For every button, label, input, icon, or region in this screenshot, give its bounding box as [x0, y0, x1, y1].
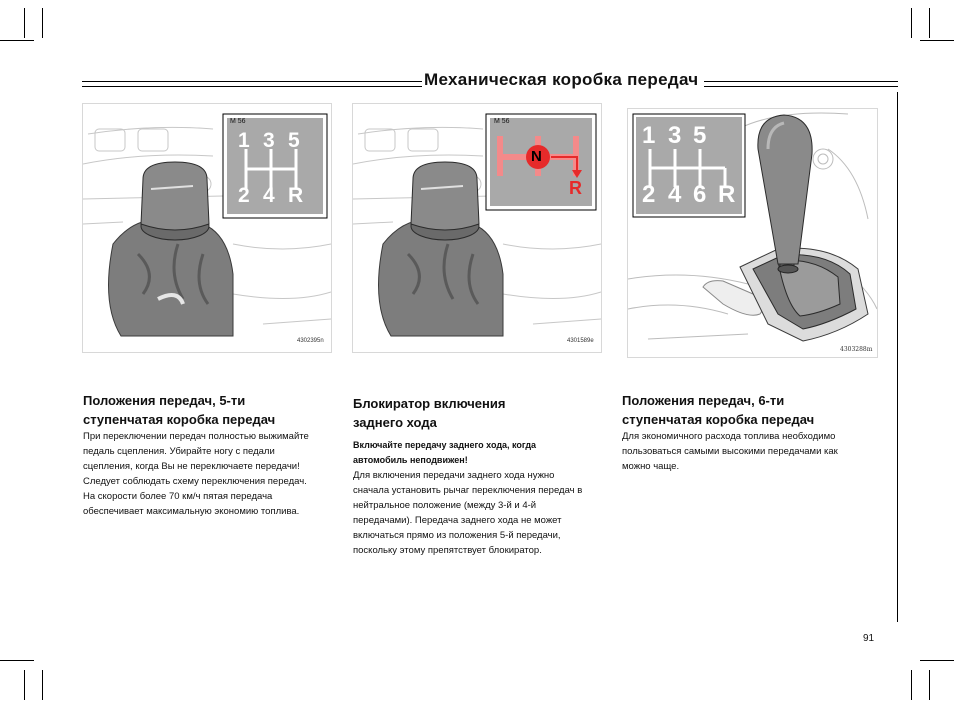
figure-label: M 56 [230, 118, 246, 125]
figure-5-speed-gearbox [82, 103, 332, 353]
figure-reverse-lockout [352, 103, 602, 353]
body-line: педаль сцепления. Убирайте ногу с педали [83, 446, 275, 457]
crop-mark [0, 40, 34, 41]
warning-line: автомобиль неподвижен! [353, 455, 468, 465]
body-line: При переключении передач полностью выжимайте [83, 431, 309, 442]
body-line: На скорости более 70 км/ч пятая передача [83, 491, 273, 502]
header-rule-right [704, 81, 898, 87]
body-line: Следует соблюдать схему переключения передач. [83, 476, 307, 487]
section-heading [353, 394, 603, 432]
gear-6: 6 [693, 181, 707, 208]
gear-r: R [718, 181, 736, 208]
body-line: сцепления, когда Вы не переключаете передачи! [83, 461, 300, 472]
figure-code: 4303288m [840, 346, 873, 353]
header-rule-left [82, 81, 422, 87]
crop-mark [0, 660, 34, 661]
body-line: сначала установить рычаг переключения передач в [353, 485, 583, 496]
heading-line: ступенчатая коробка передач [622, 412, 815, 427]
section-body [622, 429, 882, 474]
body-line: можно чаще. [622, 461, 680, 472]
section-body [83, 429, 333, 519]
gear-4: 4 [263, 184, 275, 207]
gear-2: 2 [642, 181, 656, 208]
neutral-marker: N [531, 148, 542, 165]
heading-line: Положения передач, 6-ти [622, 393, 785, 408]
warning-line: Включайте передачу заднего хода, когда [353, 440, 537, 450]
body-line: поскольку этому препятствует блокиратор. [353, 545, 542, 556]
section-heading [622, 391, 882, 429]
heading-line: Положения передач, 5-ти [83, 393, 246, 408]
heading-line: Блокиратор включения [353, 396, 506, 411]
body-line: включаться прямо из положения 5-й передачи, [353, 530, 561, 541]
body-line: обеспечивает максимальную экономию топлива. [83, 506, 300, 517]
body-line: Для экономичного расхода топлива необходимо [622, 431, 836, 442]
gear-4: 4 [668, 181, 682, 208]
figure-6-speed-illustration [628, 109, 877, 357]
gear-3: 3 [668, 122, 682, 149]
crop-mark [24, 8, 25, 38]
figure-6-speed-gearbox [627, 108, 878, 358]
reverse-marker: R [569, 178, 582, 198]
figure-label: M 56 [494, 118, 510, 125]
gear-2: 2 [238, 184, 250, 207]
section-heading [83, 391, 333, 429]
section-body [353, 438, 603, 558]
body-line: пользоваться самыми высокими передачами как [622, 446, 838, 457]
page-number: 91 [863, 633, 875, 644]
crop-mark [911, 670, 912, 700]
page-title: Механическая коробка передач [424, 70, 699, 89]
gear-3: 3 [263, 129, 275, 152]
body-line: передачами). Передача заднего хода не может [353, 515, 562, 526]
gear-1: 1 [238, 129, 250, 152]
crop-mark [929, 670, 930, 700]
crop-mark [911, 8, 912, 38]
figure-reverse-illustration [353, 104, 601, 352]
page-header [82, 70, 898, 92]
gear-5: 5 [288, 129, 300, 152]
heading-line: заднего хода [353, 415, 437, 430]
body-line: нейтральное положение (между 3-й и 4-й [353, 500, 537, 511]
figure-code: 4302395n [297, 338, 324, 344]
crop-mark [920, 660, 954, 661]
gear-r: R [288, 184, 304, 207]
crop-mark [24, 670, 25, 700]
figure-code: 4301589e [567, 338, 594, 344]
crop-mark [42, 8, 43, 38]
crop-mark [42, 670, 43, 700]
heading-line: ступенчатая коробка передач [83, 412, 276, 427]
body-line: Для включения передачи заднего хода нужно [353, 470, 555, 481]
gear-5: 5 [693, 122, 707, 149]
crop-mark [929, 8, 930, 38]
right-margin-rule [897, 92, 898, 622]
gear-1: 1 [642, 122, 656, 149]
crop-mark [920, 40, 954, 41]
